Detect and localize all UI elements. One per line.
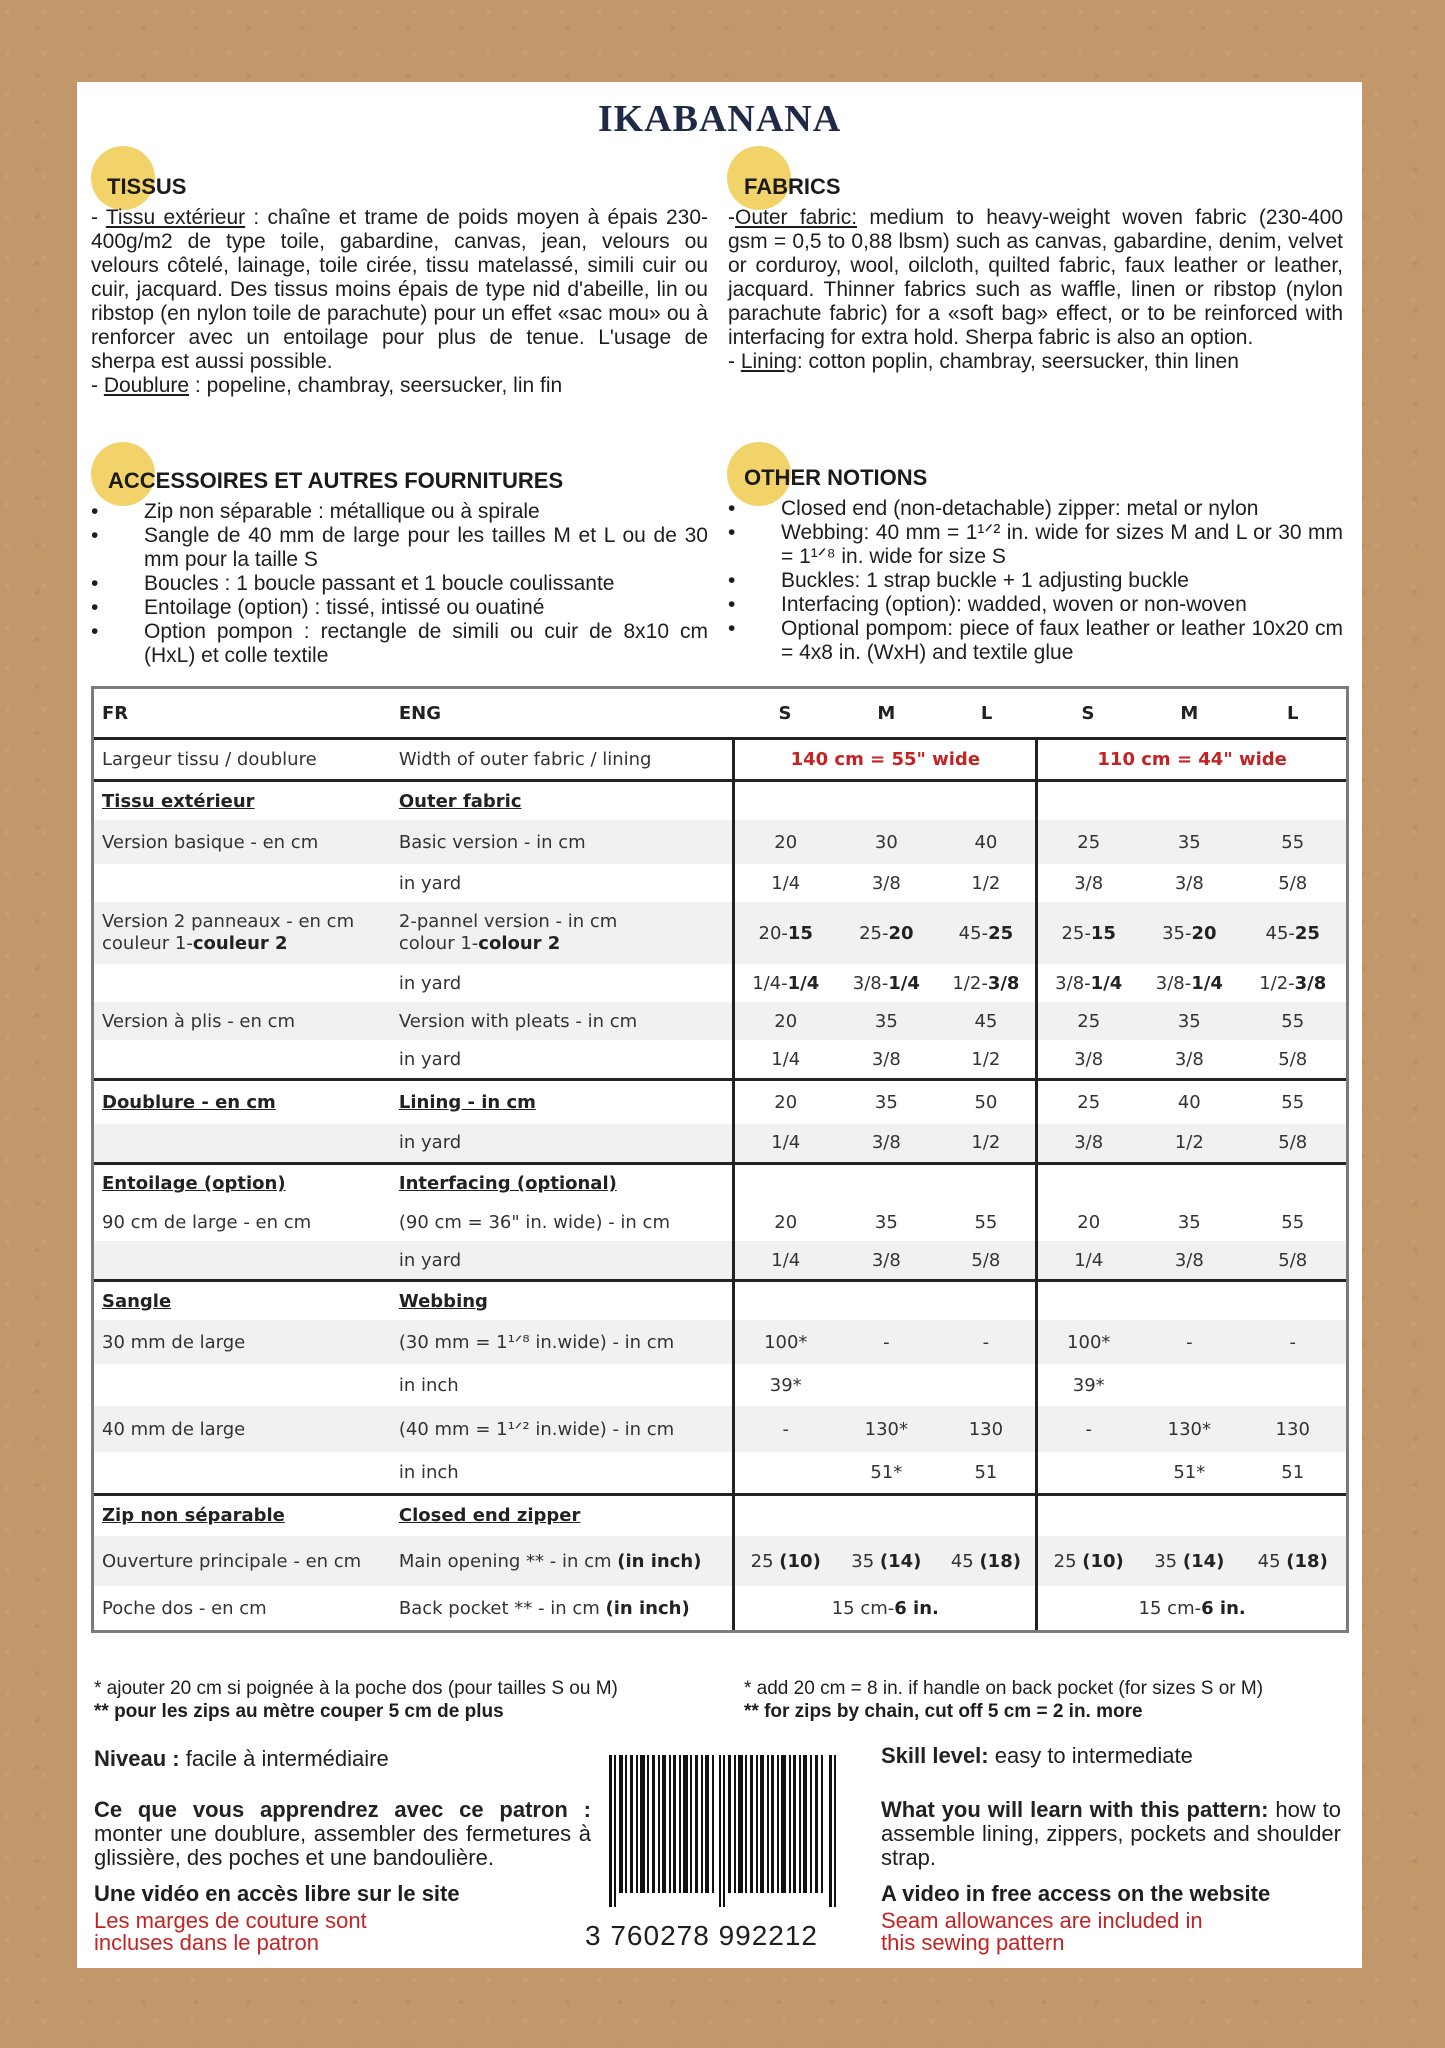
table-row [94,739,1346,781]
cell: 1/4 [734,864,836,902]
cell: 3/8 [836,1124,936,1164]
list-item: • Zip non séparable : métallique ou à spirale [91,500,708,524]
table-row [94,1241,1346,1281]
width-110: 110 cm = 44" wide [1037,739,1346,781]
row-label-line: colour 1- [398,933,479,954]
section-row [94,1163,1346,1203]
row-label-fr: 40 mm de large [94,1406,391,1452]
section-label-fr: Tissu extérieur [94,781,391,821]
table-row [94,1406,1346,1452]
cell: 5/8 [1278,872,1308,894]
outer-fabric-text-en: medium to heavy-weight woven fabric (230-400 gsm = 0,5 to 0,88 lbsm) such as canvas, gabardine, denim, velvet or corduroy, wool, oilcloth, quilted fabric, faux leather or leather, jacquard. Thinner fabrics such as waffle, linen or ribstop (nylon parachute fabric) for a «soft bag» effect, or to be reinforced with interfacing for extra hold. Sherpa fabric is also an option. [728,206,1343,349]
table-row [94,1203,1346,1241]
row-label-fr [94,902,391,964]
cell: 39* [1037,1364,1139,1406]
section-label-en: Webbing [391,1281,734,1321]
col-header: L [1286,702,1299,724]
cell: 45-25 [936,902,1036,964]
barcode-number: 3 760278 992212 [585,1920,818,1951]
notions-heading: OTHER NOTIONS [744,465,928,490]
cell: 130 [1239,1406,1346,1452]
table-row [94,864,1346,902]
table-row [94,964,1346,1002]
cell: 35 [1139,820,1239,864]
cell: 51 [1281,1461,1305,1483]
row-label-en: (30 mm = 1¹ᐟ⁸ in.wide) - in cm [391,1320,734,1364]
footnote-fr-2: ** pour les zips au mètre couper 5 cm de plus [94,1701,504,1722]
cell: 3/8 [1174,1048,1204,1070]
cell: 1/4 [734,1241,836,1281]
cell: 1/4 [734,1124,836,1164]
cell: 1/4 [1037,1241,1139,1281]
row-label-en: Basic version - in cm [391,820,734,864]
row-label-en: in yard [398,872,462,894]
row-label-fr: Version à plis - en cm [94,1002,391,1040]
row-label-en: in inch [398,1461,459,1483]
row-label-bold: couleur 2 [192,933,288,954]
table-row [94,1452,1346,1494]
cell: - [936,1320,1036,1364]
cell [734,1452,836,1494]
row-label-en: in yard [398,972,462,994]
col-header: FR [102,702,129,724]
footnote-en-1: * add 20 cm = 8 in. if handle on back pocket (for sizes S or M) [744,1678,1264,1699]
cell: 3/8 [1037,864,1139,902]
cell: 51 [974,1461,998,1483]
cell: 25 [1037,1080,1139,1124]
cell: 1/2 [971,872,1001,894]
cell: 30 [836,820,936,864]
cell: 3/8 [871,1048,901,1070]
col-header: M [1180,702,1199,724]
col-header: L [980,702,993,724]
cell: 3/8 [871,872,901,894]
cell: 51* [1173,1461,1206,1483]
lining-label-en: Lining [740,350,797,373]
tissus-heading: TISSUS [107,174,187,199]
col-header: S [778,702,792,724]
section-row [94,781,1346,821]
lining-text-en: : cotton poplin, chambray, seersucker, thin linen [796,350,1239,373]
cell: - [1139,1320,1239,1364]
cell: - [734,1406,836,1452]
cell: 1/2-3/8 [952,972,1020,994]
footnote-en-2: ** for zips by chain, cut off 5 cm = 2 in. more [744,1701,1143,1722]
row-label-line: 2-pannel version - in cm [398,911,618,932]
cell: 35 [1177,1211,1201,1233]
table-row [94,1536,1346,1586]
cell: 15 cm-6 in. [1037,1586,1346,1630]
cell: 1/4-1/4 [734,964,836,1002]
cell: 20 [734,1080,836,1124]
yardage-table [94,689,1346,1630]
list-item: • Option pompon : rectangle de simili ou cuir de 8x10 cm (HxL) et colle textile [91,620,708,668]
cell: 1/2 [936,1124,1036,1164]
cell: 100* [734,1320,836,1364]
cell: 5/8 [936,1241,1036,1281]
section-label-en: Interfacing (optional) [391,1163,734,1203]
cell: 5/8 [1239,1241,1346,1281]
table-row [94,1586,1346,1630]
cell: 51* [870,1461,903,1483]
fabrics-heading: FABRICS [744,174,841,199]
row-label-fr: Ouverture principale - en cm [94,1536,391,1586]
level-en: Skill level: easy to intermediate [881,1743,1193,1768]
pattern-sheet [77,82,1362,1968]
section-label-fr: Entoilage (option) [94,1163,391,1203]
section-label-fr: Sangle [94,1281,391,1321]
cell: - [1037,1406,1139,1452]
seam-en: Seam allowances are included in this sewing pattern [881,1908,1203,1955]
cell: 45-25 [1239,902,1346,964]
cell: 3/8-1/4 [1155,972,1223,994]
row-label-fr: Version basique - en cm [94,820,391,864]
cell: 35-20 [1139,902,1239,964]
cell: 35 [836,1002,936,1040]
accessoires-heading: ACCESSOIRES ET AUTRES FOURNITURES [108,468,564,493]
cell [936,1364,1036,1406]
section-row [94,1080,1346,1124]
row-label-fr: 90 cm de large - en cm [102,1211,312,1233]
row-label-en: in yard [391,1241,734,1281]
section-label-fr: Doublure - en cm [94,1080,391,1124]
cell: 1/4 [734,1040,836,1080]
yardage-table-frame [91,686,1349,1633]
row-label-fr: Poche dos - en cm [102,1597,267,1619]
table-row [94,1040,1346,1080]
row-label-en: in yard [398,1048,462,1070]
level-fr: Niveau : facile à intermédiaire [94,1746,389,1771]
list-item: • Sangle de 40 mm de large pour les tailles M et L ou de 30 mm pour la taille S [91,524,708,572]
list-item: • Entoilage (option) : tissé, intissé ou ouatiné [91,596,708,620]
cell: 130* [836,1406,936,1452]
cell: 20 [734,1002,836,1040]
cell: 1/2 [971,1048,1001,1070]
width-140: 140 cm = 55" wide [734,739,1037,781]
section-row [94,1281,1346,1321]
list-item: • Buckles: 1 strap buckle + 1 adjusting buckle [728,569,1343,593]
seam-fr: Les marges de couture sont incluses dans le patron [94,1908,367,1955]
cell: 40 [936,820,1036,864]
cell: 3/8-1/4 [1037,964,1139,1002]
cell: 25 (10) [734,1536,836,1586]
table-row [94,820,1346,864]
cell: 20 [1037,1203,1139,1241]
section-label-en: Outer fabric [391,781,734,821]
cell: 1/2-3/8 [1259,972,1327,994]
outer-fabric-label: Tissu extérieur [105,206,246,229]
cell: 3/8 [1037,1124,1139,1164]
video-fr: Une vidéo en accès libre sur le site [94,1881,460,1906]
cell [1037,1452,1139,1494]
learn-en: What you will learn with this pattern: how to assemble lining, zippers, pockets and shoulder strap. [881,1797,1341,1870]
cell: 55 [1239,820,1346,864]
cell: 25 (10) [1037,1536,1139,1586]
cell: 20 [734,1203,836,1241]
section-label-en: Closed end zipper [391,1494,734,1536]
cell: 3/8-1/4 [852,972,920,994]
row-label-en: Main opening ** - in cm (in inch) [391,1536,734,1586]
cell: 3/8 [1139,1241,1239,1281]
row-label-en [391,902,734,964]
cell: 45 (18) [936,1536,1036,1586]
cell: 130 [936,1406,1036,1452]
notions-list [728,497,1343,665]
barcode-icon [609,1755,839,1907]
tissus-text: - Tissu extérieur : chaîne et trame de poids moyen à épais 230-400g/m2 de type toile, gabardine, canvas, jean, velours ou velours côtelé, lainage, toile cirée, tissu matelassé, simili cuir ou cuir, jacquard. Des tissus moins épais de type nid d'abeille, lin ou ribstop (en nylon toile de parachute) pour un effet «sac mou» ou à renforcer avec un entoilage pour plus de tenue. L'usage de sherpa est aussi possible. - Doublure : popeline, chambray, seersucker, lin fin [91,206,708,397]
cell: 5/8 [1239,1124,1346,1164]
row-label-en: in inch [398,1374,459,1396]
cell: 15 cm-6 in. [734,1586,1037,1630]
learn-fr: Ce que vous apprendrez avec ce patron : monter une doublure, assembler des fermetures à glissière, des poches et une bandoulière. [94,1797,591,1870]
cell: 3/8 [1037,1040,1139,1080]
cell: 25 [1037,820,1139,864]
col-header: M [877,702,896,724]
cell: 45 [936,1002,1036,1040]
row-label-en: Version with pleats - in cm [391,1002,734,1040]
row-label-en: (90 cm = 36" in. wide) - in cm [398,1211,670,1233]
list-item: • Boucles : 1 boucle passant et 1 boucle coulissante [91,572,708,596]
row-label-en: in yard [391,1124,734,1164]
fabrics-text: -Outer fabric: medium to heavy-weight woven fabric (230-400 gsm = 0,5 to 0,88 lbsm) such as canvas, gabardine, denim, velvet or corduroy, wool, oilcloth, quilted fabric, faux leather or leather, jacquard. Thinner fabrics such as waffle, linen or ribstop (nylon parachute fabric) for a «soft bag» effect, or to be reinforced with interfacing for extra hold. Sherpa fabric is also an option. - Lining: cotton poplin, chambray, seersucker, thin linen [728,206,1343,373]
cell: 50 [936,1080,1036,1124]
cell: - [836,1320,936,1364]
cell [1239,1364,1346,1406]
cell: 35 (14) [1139,1536,1239,1586]
row-label-fr: Largeur tissu / doublure [94,739,391,781]
list-item: • Closed end (non-detachable) zipper: metal or nylon [728,497,1343,521]
cell: 130* [1139,1406,1239,1452]
cell: 3/8 [1174,872,1204,894]
outer-fabric-label-en: Outer fabric: [735,206,858,229]
cell: 1/2 [1139,1124,1239,1164]
row-label-en: Back pocket ** - in cm (in inch) [398,1597,690,1619]
table-row [94,902,1346,964]
cell: 20-15 [734,902,836,964]
cell: 25-20 [836,902,936,964]
cell [1139,1364,1239,1406]
cell: - [1239,1320,1346,1364]
cell: 100* [1037,1320,1139,1364]
table-row [94,1320,1346,1364]
cell: 25-15 [1037,902,1139,964]
cell: 35 (14) [836,1536,936,1586]
cell: 35 [1139,1002,1239,1040]
row-label-en: Width of outer fabric / lining [391,739,734,781]
cell [836,1364,936,1406]
section-label-fr: Zip non séparable [94,1494,391,1536]
col-header: ENG [398,702,442,724]
video-en: A video in free access on the website [881,1881,1271,1906]
cell: 39* [734,1364,836,1406]
cell: 55 [1239,1002,1346,1040]
row-label-line: Version 2 panneaux - en cm [102,911,355,932]
list-item: • Optional pompom: piece of faux leather or leather 10x20 cm = 4x8 in. (WxH) and textile glue [728,617,1343,665]
list-item: • Interfacing (option): wadded, woven or non-woven [728,593,1343,617]
cell: 35 [874,1211,898,1233]
outer-fabric-text: : chaîne et trame de poids moyen à épais 230-400g/m2 de type toile, gabardine, canvas, jean, velours ou velours côtelé, lainage, toile cirée, tissu matelassé, simili cuir ou cuir, jacquard. Des tissus moins épais de type nid d'abeille, lin ou ribstop (en nylon toile de parachute) pour un effet «sac mou» ou à renforcer avec un entoilage pour plus de tenue. L'usage de sherpa est aussi possible. [91,206,708,373]
cell: 35 [836,1080,936,1124]
brand-title: IKABANANA [597,98,842,140]
section-label-en: Lining - in cm [391,1080,734,1124]
row-label-en: (40 mm = 1¹ᐟ² in.wide) - in cm [391,1406,734,1452]
table-row [94,1364,1346,1406]
cell: 5/8 [1278,1048,1308,1070]
table-row [94,1002,1346,1040]
table-row [94,1124,1346,1164]
cell: 55 [1281,1211,1305,1233]
col-header: S [1081,702,1095,724]
cell: 55 [1239,1080,1346,1124]
accessoires-list [91,500,708,668]
cell: 20 [734,820,836,864]
row-label-line: couleur 1- [102,933,193,954]
row-label-fr: 30 mm de large [94,1320,391,1364]
row-label-bold: colour 2 [478,933,561,954]
cell: 3/8 [836,1241,936,1281]
section-row [94,1494,1346,1536]
list-item: • Webbing: 40 mm = 1¹ᐟ² in. wide for sizes M and L or 30 mm = 1¹ᐟ⁸ in. wide for size S [728,521,1343,569]
lining-label: Doublure [103,374,190,397]
cell: 40 [1139,1080,1239,1124]
cell: 55 [974,1211,998,1233]
footnote-fr-1: * ajouter 20 cm si poignée à la poche dos (pour tailles S ou M) [94,1678,618,1699]
table-header [94,689,1346,739]
cell: 45 (18) [1239,1536,1346,1586]
cell: 25 [1037,1002,1139,1040]
lining-text: : popeline, chambray, seersucker, lin fin [189,374,563,397]
